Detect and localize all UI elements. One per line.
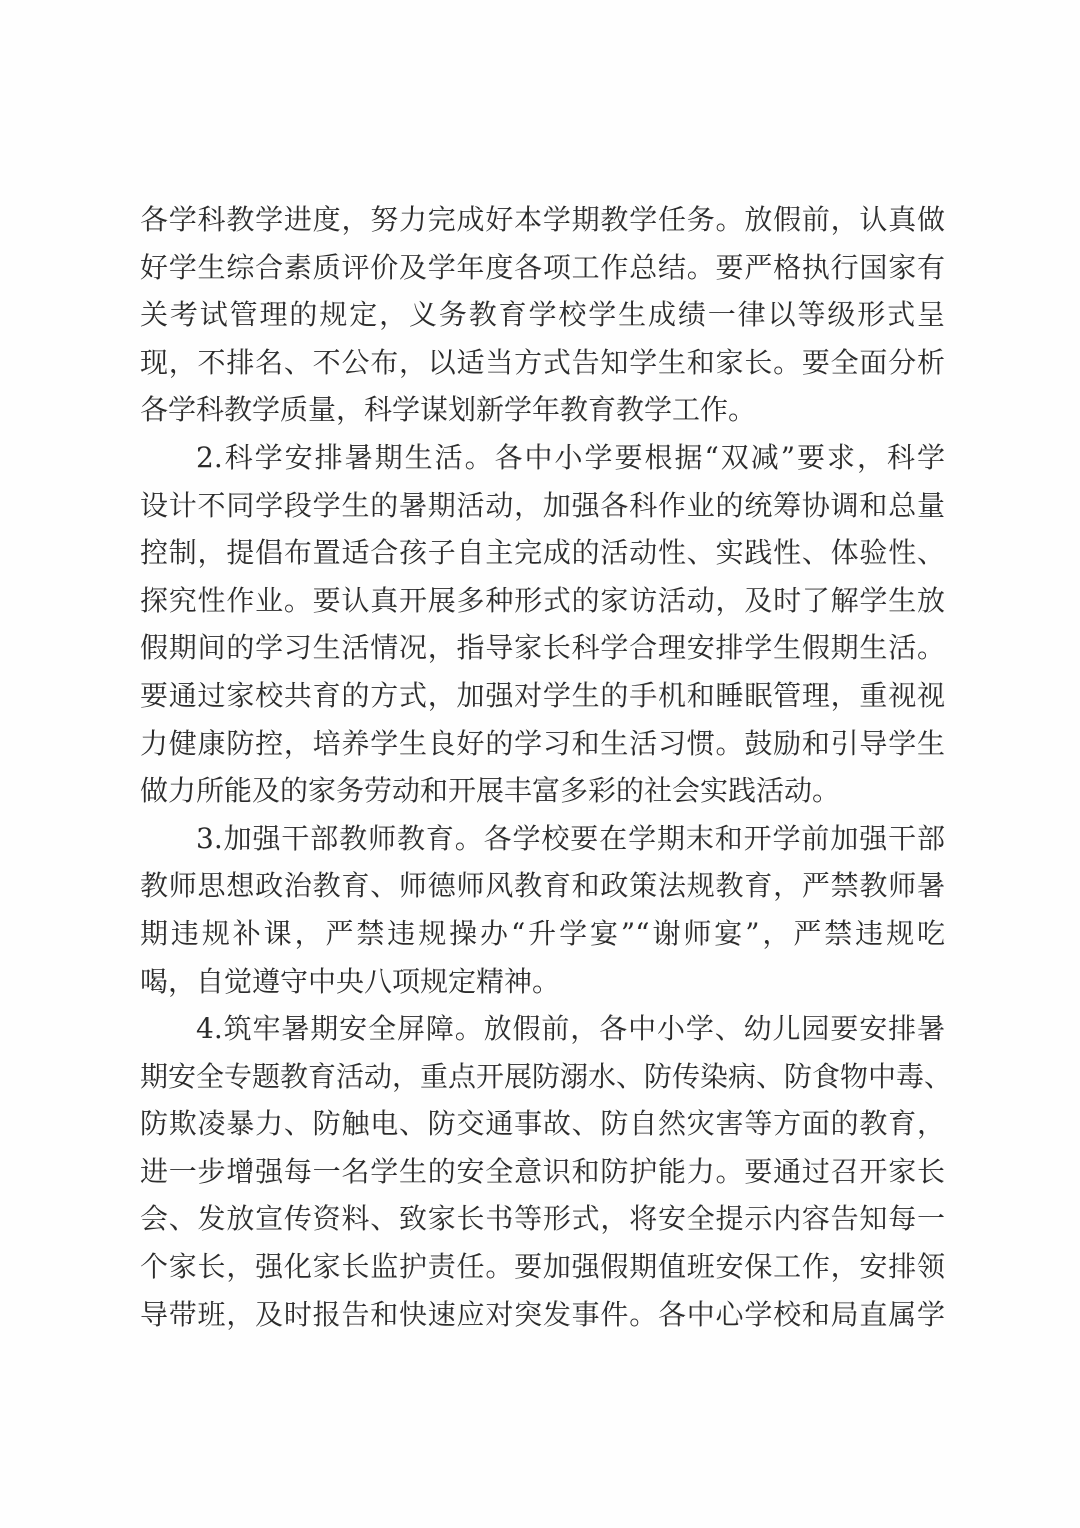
- text-line: 好学生综合素质评价及学年度各项工作总结。要严格执行国家有: [140, 250, 945, 284]
- text-line: 进一步增强每一名学生的安全意识和防护能力。要通过召开家长: [140, 1154, 945, 1188]
- text-line: 会、发放宣传资料、致家长书等形式，将安全提示内容告知每一: [140, 1202, 945, 1236]
- paragraph-teacher-education: [140, 815, 945, 1005]
- text-line: 各学科教学进度，努力完成好本学期教学任务。放假前，认真做: [140, 203, 945, 236]
- text-line: 防欺凌暴力、防触电、防交通事故、防自然灾害等方面的教育，: [140, 1107, 945, 1141]
- text-line: 教师思想政治教育、师德师风教育和政策法规教育，严禁教师暑: [140, 869, 945, 903]
- text-line: 喝，自觉遵守中央八项规定精神。: [140, 964, 561, 998]
- text-line: 控制，提倡布置适合孩子自主完成的活动性、实践性、体验性、: [140, 536, 945, 570]
- paragraph-summer-life: [140, 434, 945, 815]
- text-line: 设计不同学段学生的暑期活动，加强各科作业的统筹协调和总量: [140, 488, 945, 522]
- text-line: 现，不排名、不公布，以适当方式告知学生和家长。要全面分析: [140, 345, 945, 379]
- text-line: 假期间的学习生活情况，指导家长科学合理安排学生假期生活。: [140, 631, 945, 665]
- text-line: 做力所能及的家务劳动和开展丰富多彩的社会实践活动。: [140, 774, 841, 808]
- text-line: 导带班，及时报告和快速应对突发事件。各中心学校和局直属学: [140, 1297, 945, 1331]
- text-line: 要通过家校共育的方式，加强对学生的手机和睡眠管理，重视视: [140, 678, 945, 712]
- paragraph-summer-safety: [140, 1005, 953, 1338]
- text-line: 力健康防控，培养学生良好的学习和生活习惯。鼓励和引导学生: [140, 726, 945, 760]
- text-line: 3.加强干部教师教育。各学校要在学期末和开学前加强干部: [196, 821, 945, 855]
- text-line: 4.筑牢暑期安全屏障。放假前，各中小学、幼儿园要安排暑: [196, 1012, 945, 1046]
- text-line: 期违规补课，严禁违规操办“升学宴”“谢师宴”，严禁违规吃: [140, 916, 945, 950]
- text-line: 个家长，强化家长监护责任。要加强假期值班安保工作，安排领: [140, 1250, 945, 1284]
- text-line: 探究性作业。要认真开展多种形式的家访活动，及时了解学生放: [140, 583, 945, 617]
- paragraph-teaching-progress: [140, 196, 945, 434]
- text-line: 2.科学安排暑期生活。各中小学要根据“双减”要求，科学: [196, 440, 945, 474]
- text-line: 各学科教学质量，科学谋划新学年教育教学工作。: [140, 393, 757, 427]
- text-line: 期安全专题教育活动，重点开展防溺水、防传染病、防食物中毒、: [140, 1059, 953, 1093]
- body-text: [140, 196, 953, 1338]
- text-line: 关考试管理的规定，义务教育学校学生成绩一律以等级形式呈: [140, 298, 945, 332]
